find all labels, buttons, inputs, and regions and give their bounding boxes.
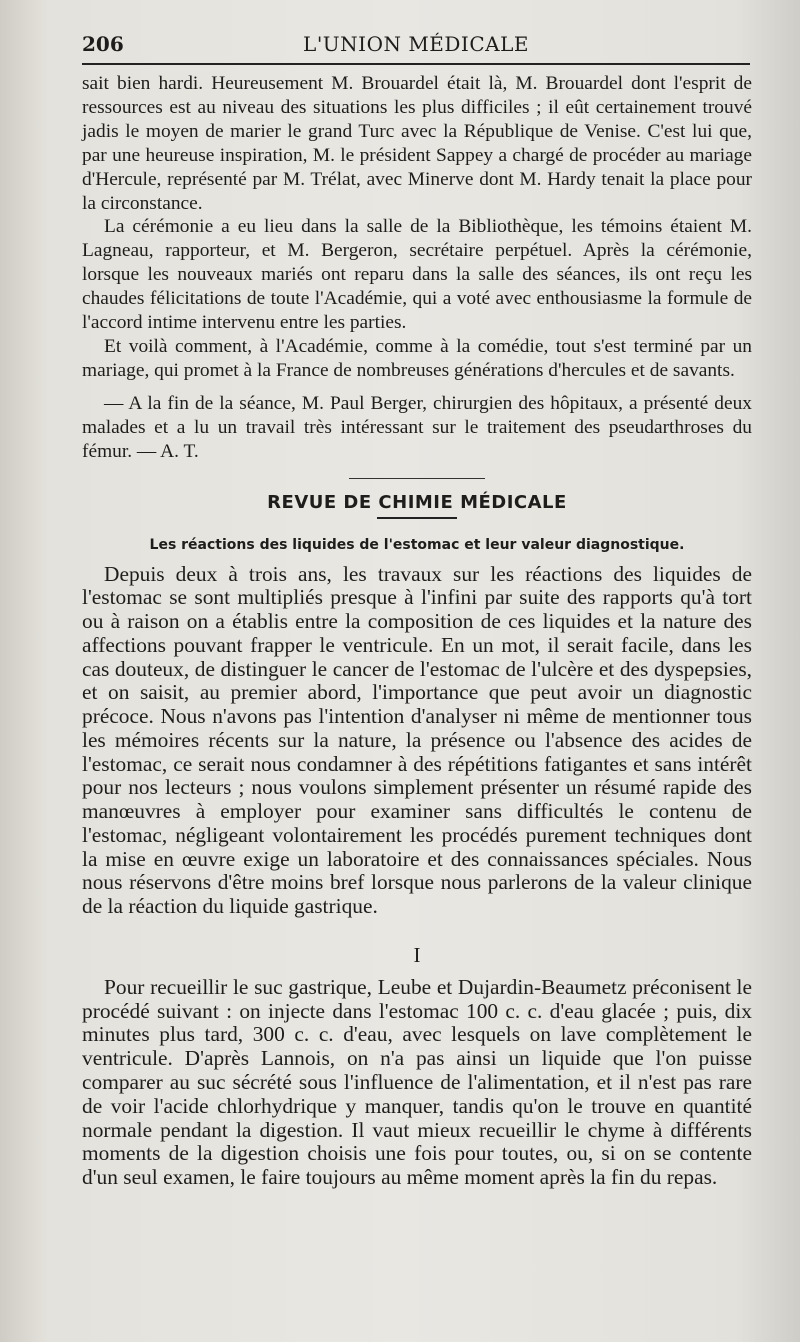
page-header xyxy=(82,28,750,58)
academy-paragraph-4: — A la fin de la séance, M. Paul Berger, chirurgien des hôpitaux, a présenté deux malades et a lu un travail très intéressant sur le traitement des pseudarthroses du fémur. — A. T. xyxy=(82,392,752,462)
article-body-continued xyxy=(82,976,752,1190)
subsection-numeral: I xyxy=(413,942,421,967)
academy-paragraph-3: Et voilà comment, à l'Académie, comme à la comédie, tout s'est terminé par un mariage, qui promet à la France de nombreuses générations d'hercules et de savants. xyxy=(82,335,752,381)
academy-paragraph-2: La cérémonie a eu lieu dans la salle de la Bibliothèque, les témoins étaient M. Lagneau, rapporteur, et M. Bergeron, secrétaire perpétuel. Après la cérémonie, lorsque les nouveaux mariés ont reparu dans la salle des séances, ils ont reçu les chaudes félicitations de toute l'Académie, qui a voté avec enthousiasme la formule de l'accord intime intervenu entre les parties. xyxy=(82,216,752,334)
article-paragraph-2: Pour recueillir le suc gastrique, Leube et Dujardin-Beaumetz préconisent le procédé suivant : on injecte dans l'estomac 100 c. c. d'eau glacée ; puis, dix minutes plus tard, 300 c. c. d'eau, avec lesquels on lave complètement le ventricule. D'après Lannois, on n'a pas ainsi un liquide que l'on puisse comparer au suc sécrété sous l'influence de l'alimentation, et il n'est pas rare de voir l'acide chlorhydrique y manquer, tandis qu'on le trouve en quantité normale pendant la digestion. Il vaut mieux recueillir le chyme à différents moments de la digestion choisis une fois pour toutes, ou, si on se contente d'un seul examen, le faire toujours au même moment après la fin du repas. xyxy=(82,974,752,1190)
article-body xyxy=(82,563,752,919)
article-title: Les réactions des liquides de l'estomac et leur valeur diagnostique. xyxy=(149,536,685,553)
section-title: REVUE DE CHIMIE MÉDICALE xyxy=(267,491,567,513)
header-rule xyxy=(82,63,750,65)
running-head-title: L'UNION MÉDICALE xyxy=(303,32,529,56)
separator-rule xyxy=(349,478,485,479)
academy-paragraph-1: sait bien hardi. Heureusement M. Brouardel était là, M. Brouardel dont l'esprit de ressources est au niveau des situations les plus difficiles ; il eût certainement trouvé jadis le moyen de marier le grand Turc avec la République de Venise. C'est lui que, par une heureuse inspiration, M. le président Sappey a chargé de procéder au mariage d'Hercule, représenté par M. Trélat, avec Minerve dont M. Hardy tenait la place pour la circonstance. xyxy=(82,73,752,214)
page-number: 206 xyxy=(82,32,124,56)
section-title-rule xyxy=(377,517,457,519)
page-body xyxy=(82,72,752,1190)
article-paragraph-1: Depuis deux à trois ans, les travaux sur les réactions des liquides de l'estomac se sont multipliés presque à l'infini par suite des rapports qu'à tort ou à raison on a établis entre la composition de ces liquides et la nature des affections pouvant frapper le ventricule. En un mot, il serait facile, dans les cas douteux, de distinguer le cancer de l'estomac de l'ulcère et des dyspepsies, et on saisit, au premier abord, l'importance que peut avoir un diagnostic précoce. Nous n'avons pas l'intention d'analyser ni même de mentionner tous les mémoires récents sur la nature, la présence ou l'absence des acides de l'estomac, ce serait nous condamner à des répétitions fatigantes et sans intérêt pour nos lecteurs ; nous voulons simplement présenter un résumé rapide des manœuvres à employer pour examiner sans difficultés le contenu de l'estomac, négligeant volontairement les procédés purement techniques dont la mise en œuvre exige un laboratoire et des connaissances spéciales. Nous nous réservons d'être moins bref lorsque nous parlerons de la valeur clinique de la réaction du liquide gastrique. xyxy=(82,561,752,918)
